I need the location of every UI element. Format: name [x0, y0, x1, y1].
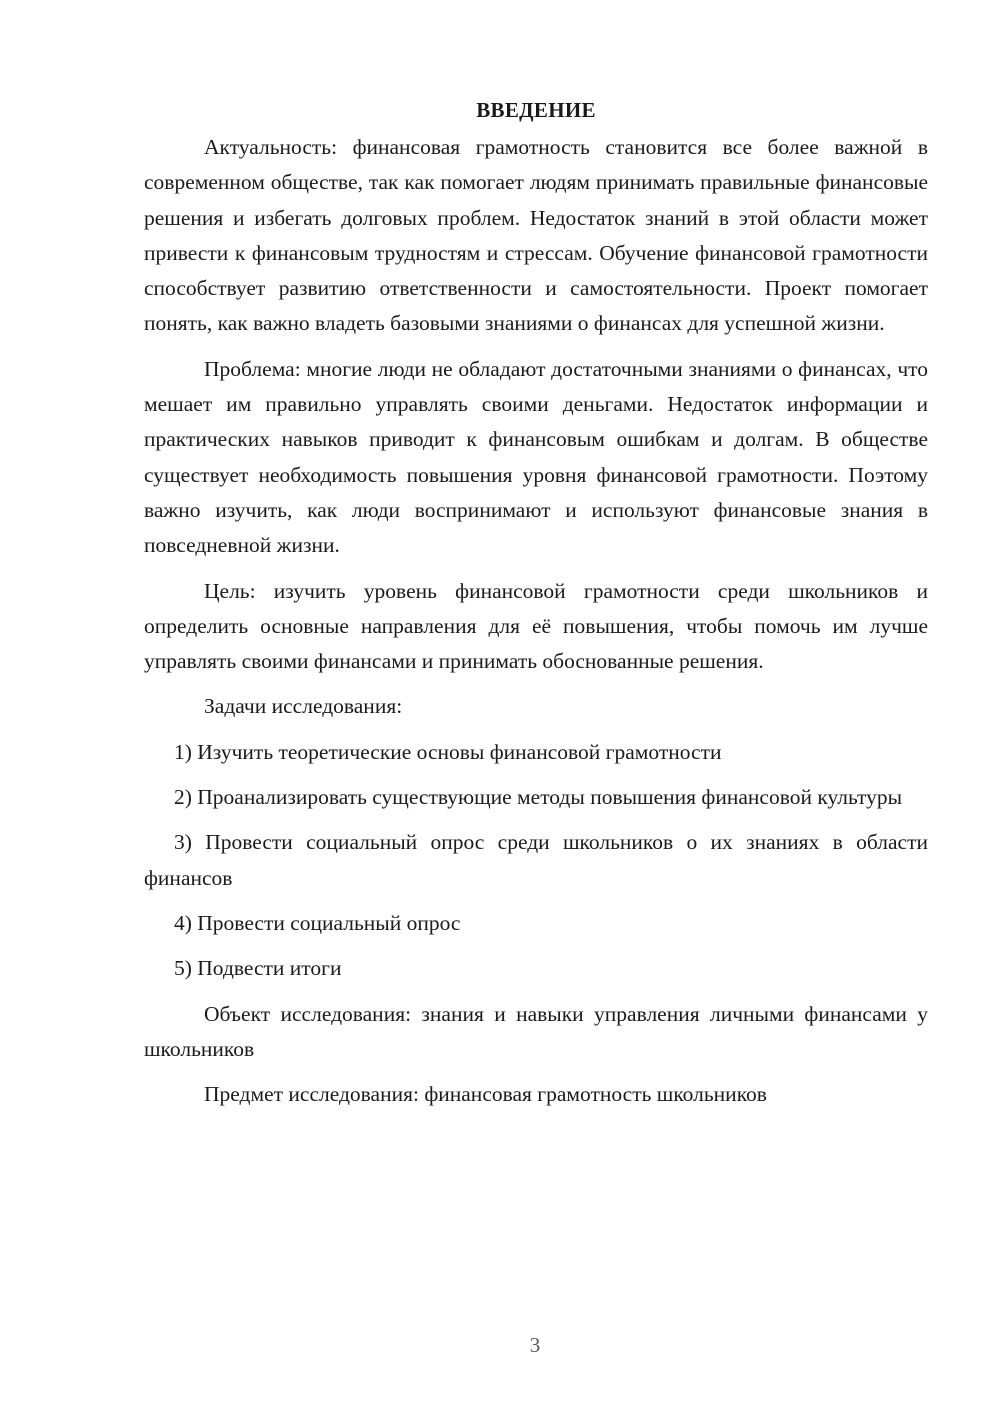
paragraph-relevance: Актуальность: финансовая грамотность становится все более важной в современном обществе, так как помогает людям принимать правильные финансовые решения и избегать долговых проблем. Недостаток знаний в этой области может привести к финансовым трудностям и стрессам. Обучение финансовой грамотности способствует развитию ответственности и самостоятельности. Проект помогает понять, как важно владеть базовыми знаниями о финансах для успешной жизни. [144, 135, 928, 336]
paragraph-object: Объект исследования: знания и навыки управления личными финансами у школьников [144, 1001, 928, 1061]
document-page [144, 92, 928, 1122]
task-item-5: 5) Подвести итоги [174, 956, 342, 981]
paragraph-problem: Проблема: многие люди не обладают достаточными знаниями о финансах, что мешает им правильно управлять своими деньгами. Недостаток информации и практических навыков приводит к финансовым ошибкам и долгам. В обществе существует необходимость повышения уровня финансовой грамотности. Поэтому важно изучить, как люди воспринимают и используют финансовые знания в повседневной жизни. [144, 356, 928, 558]
paragraph-subject: Предмет исследования: финансовая грамотность школьников [204, 1082, 767, 1107]
section-heading: ВВЕДЕНИЕ [476, 98, 596, 122]
task-item-3: 3) Провести социальный опрос среди школьников о их знаниях в области финансов [144, 830, 928, 890]
page-number: 3 [529, 1333, 541, 1357]
paragraph-tasks-heading: Задачи исследования: [204, 694, 403, 719]
task-item-4: 4) Провести социальный опрос [174, 910, 461, 935]
paragraph-goal: Цель: изучить уровень финансовой грамотности среди школьников и определить основные направления для её повышения, чтобы помочь им лучше управлять своими финансами и принимать обоснованные решения. [144, 578, 928, 674]
task-item-1: 1) Изучить теоретические основы финансовой грамотности [174, 739, 722, 764]
task-item-2: 2) Проанализировать существующие методы повышения финансовой культуры [174, 785, 903, 810]
